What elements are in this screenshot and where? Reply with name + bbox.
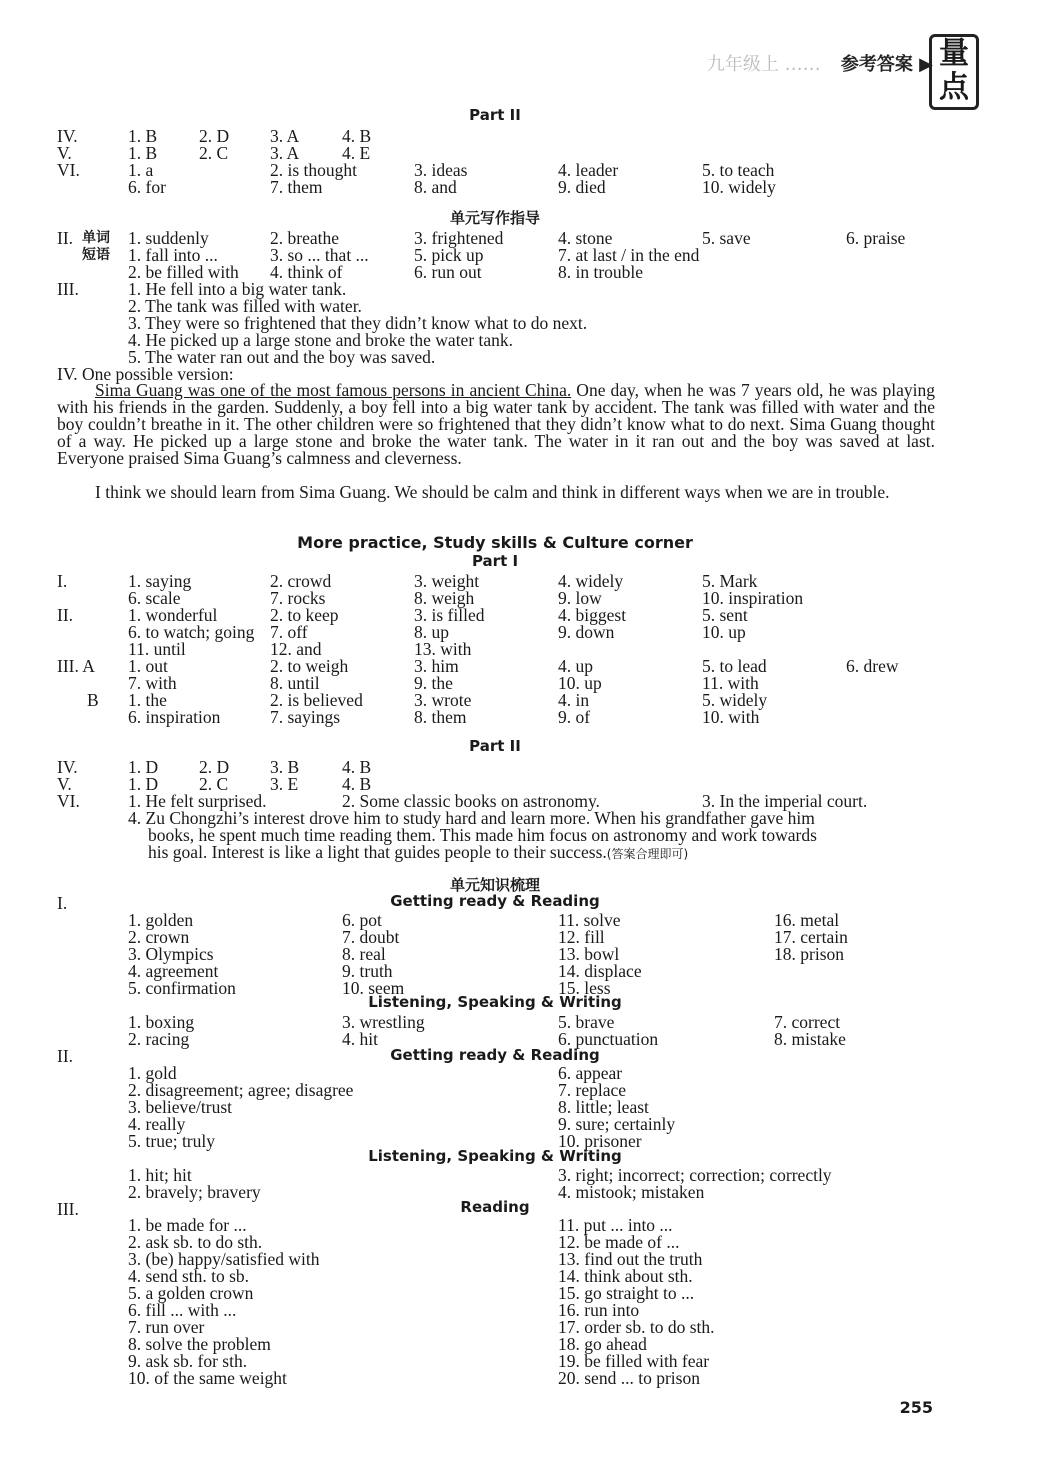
section-label-iv-version: IV. One possible version: [57, 364, 234, 384]
section-label-iv: IV. [57, 126, 78, 146]
answer-item: 2. D [199, 126, 230, 146]
answer-item: 8. in trouble [558, 262, 644, 282]
answer-item: 11. until [128, 639, 186, 659]
sublabel-words: 单词 [82, 230, 110, 246]
answer-item: 1. D [128, 757, 159, 777]
answer-item: 4. in [558, 690, 590, 710]
answer-item: 2. C [199, 143, 229, 163]
answer-item: 7. correct [774, 1012, 841, 1032]
answer-item: 15. less [558, 978, 611, 998]
answer-item: 17. order sb. to do sth. [558, 1317, 715, 1337]
answer-item: 9. low [558, 588, 602, 608]
header-faint-text: 九年级上 …… [706, 54, 821, 75]
answer-item: 6. to watch; going [128, 622, 255, 642]
answer-item: 16. metal [774, 910, 840, 930]
answer-sentence: books, he spent much time reading them. This made him focus on astronomy and work towards [148, 825, 817, 845]
answer-item: 3. is filled [414, 605, 485, 625]
answer-item: 2. breathe [270, 228, 339, 248]
header-title: 参考答案 [840, 54, 913, 75]
heading-part-ii: Part II [469, 737, 521, 755]
answer-item: 2. be filled with [128, 262, 239, 282]
answer-item: 8. and [414, 177, 457, 197]
section-label-iii: III. [57, 1199, 79, 1219]
answer-item: 1. a [128, 160, 154, 180]
answer-item: 6. punctuation [558, 1029, 659, 1049]
answer-item: 10. with [702, 707, 760, 727]
answer-item: 7. doubt [342, 927, 400, 947]
answer-item: 3. him [414, 656, 459, 676]
answer-item: 4. B [342, 126, 372, 146]
answer-item: 1. boxing [128, 1012, 195, 1032]
answer-item: 3. A [270, 126, 300, 146]
answer-item: 5. brave [558, 1012, 615, 1032]
answer-item: 10. inspiration [702, 588, 804, 608]
answer-item: 4. agreement [128, 961, 219, 981]
section-label-i: I. [57, 571, 68, 591]
answer-sentence [148, 843, 688, 863]
answer-item: 10. widely [702, 177, 776, 197]
answer-item: 13. with [414, 639, 472, 659]
answer-item: 6. run out [414, 262, 482, 282]
answer-item: 9. died [558, 177, 606, 197]
answer-item: 5. to teach [702, 160, 775, 180]
answer-item: 16. run into [558, 1300, 640, 1320]
answer-item: 3. right; incorrect; correction; correctly [558, 1165, 832, 1185]
essay-topic-sentence: Sima Guang was one of the most famous persons in ancient China. [95, 380, 572, 400]
section-label-v: V. [57, 143, 72, 163]
answer-sentence: 2. The tank was filled with water. [128, 296, 362, 316]
subheading-listening: Listening, Speaking & Writing [368, 993, 622, 1011]
answer-item: 11. put ... into ... [558, 1215, 673, 1235]
answer-item: 2. bravely; bravery [128, 1182, 261, 1202]
answer-item: 3. ideas [414, 160, 468, 180]
answer-item: 3. Olympics [128, 944, 214, 964]
answer-item: 4. E [342, 143, 371, 163]
answer-item: 1. B [128, 126, 158, 146]
answer-item: 6. for [128, 177, 166, 197]
answer-item: 9. the [414, 673, 453, 693]
answer-item: 2. disagreement; agree; disagree [128, 1080, 354, 1100]
subheading-getting-ready: Getting ready & Reading [390, 892, 600, 910]
answer-item: 6. pot [342, 910, 382, 930]
answer-item: 1. be made for ... [128, 1215, 247, 1235]
heading-writing-guide: 单元写作指导 [449, 209, 540, 227]
heading-more-practice: More practice, Study skills & Culture corner [297, 533, 693, 552]
answer-item: 1. suddenly [128, 228, 209, 248]
section-label-v: V. [57, 774, 72, 794]
answer-item: 1. fall into ... [128, 245, 218, 265]
answer-item: 9. ask sb. for sth. [128, 1351, 248, 1371]
answer-item: 7. sayings [270, 707, 340, 727]
answer-item: 12. and [270, 639, 322, 659]
answer-note: (答案合理即可) [606, 847, 689, 861]
heading-part-i: Part I [471, 552, 519, 570]
answer-item: 6. inspiration [128, 707, 221, 727]
answer-sentence: 3. They were so frightened that they didn’t know what to do next. [128, 313, 588, 333]
answer-item: 7. with [128, 673, 177, 693]
answer-item: 5. to lead [702, 656, 767, 676]
answer-sentence: 4. He picked up a large stone and broke the water tank. [128, 330, 514, 350]
answer-item: 8. little; least [558, 1097, 649, 1117]
answer-item: 2. to keep [270, 605, 339, 625]
answer-item: 4. hit [342, 1029, 378, 1049]
answer-item: 1. B [128, 143, 158, 163]
answer-item: 8. real [342, 944, 386, 964]
answer-item: 4. widely [558, 571, 624, 591]
answer-sentence-text: his goal. Interest is like a light that guides people to their success. [148, 842, 607, 862]
answer-item: 14. think about sth. [558, 1266, 693, 1286]
answer-sentence: 3. In the imperial court. [702, 791, 868, 811]
essay-paragraph-1-body: One day, when he was 7 years old, he was playing with his friends in the garden. Suddenly, a boy fell into a big water tank by accident. The tank was filled with water and the boy couldn’t breathe in it. The other children were so frightened that they didn’t know what to do next. Sima Guang thought of a way. He picked up a large stone and broke the water tank. The water in it ran out and the boy was saved at last. Everyone praised Sima Guang’s calmness and cleverness. [57, 380, 935, 468]
answer-item: 7. run over [128, 1317, 205, 1337]
answer-item: 5. confirmation [128, 978, 236, 998]
answer-item: 1. hit; hit [128, 1165, 192, 1185]
answer-item: 1. D [128, 774, 159, 794]
answer-item: 8. them [414, 707, 467, 727]
answer-item: 8. solve the problem [128, 1334, 271, 1354]
answer-item: 7. them [270, 177, 323, 197]
answer-item: 2. D [199, 757, 230, 777]
page-number: 255 [899, 1398, 933, 1417]
answer-item: 6. praise [846, 228, 906, 248]
answer-item: 8. up [414, 622, 449, 642]
answer-item: 3. (be) happy/satisfied with [128, 1249, 320, 1269]
answer-item: 8. until [270, 673, 320, 693]
subheading-reading: Reading [460, 1198, 530, 1216]
answer-sentence: 5. The water ran out and the boy was saved. [128, 347, 436, 367]
answer-item: 9. of [558, 707, 591, 727]
answer-item: 10. of the same weight [128, 1368, 287, 1388]
answer-item: 5. pick up [414, 245, 484, 265]
answer-item: 6. fill ... with ... [128, 1300, 237, 1320]
answer-item: 5. Mark [702, 571, 758, 591]
answer-item: 1. the [128, 690, 167, 710]
answer-item: 4. biggest [558, 605, 627, 625]
answer-item: 5. sent [702, 605, 748, 625]
answer-item: 9. down [558, 622, 615, 642]
answer-item: 6. scale [128, 588, 181, 608]
running-header: 九年级上 …… 参考答案 ▶ [706, 54, 933, 75]
answer-item: 14. displace [558, 961, 642, 981]
answer-item: 4. mistook; mistaken [558, 1182, 705, 1202]
section-label-iii-a: III. A [57, 656, 95, 676]
sublabel-phrases: 短语 [82, 247, 110, 263]
answer-item: 3. E [270, 774, 299, 794]
brand-logo: 量点 [929, 34, 979, 110]
section-label-ii: II. [57, 605, 74, 625]
subheading-listening: Listening, Speaking & Writing [368, 1147, 622, 1165]
answer-sentence: 4. Zu Chongzhi’s interest drove him to study hard and learn more. When his grandfather gave him [128, 808, 815, 828]
answer-item: 11. with [702, 673, 759, 693]
answer-item: 2. ask sb. to do sth. [128, 1232, 263, 1252]
section-label-vi: VI. [57, 791, 80, 811]
answer-item: 2. to weigh [270, 656, 349, 676]
answer-item: 1. out [128, 656, 168, 676]
answer-item: 7. rocks [270, 588, 326, 608]
heading-unit-summary: 单元知识梳理 [449, 876, 540, 894]
answer-item: 2. C [199, 774, 229, 794]
answer-item: 3. frightened [414, 228, 504, 248]
answer-item: 19. be filled with fear [558, 1351, 710, 1371]
answer-item: 10. up [558, 673, 602, 693]
answer-item: 10. up [702, 622, 746, 642]
answer-item: 9. sure; certainly [558, 1114, 676, 1134]
answer-item: 2. racing [128, 1029, 190, 1049]
subheading-getting-ready: Getting ready & Reading [390, 1046, 600, 1064]
answer-item: 10. seem [342, 978, 405, 998]
answer-item: 11. solve [558, 910, 621, 930]
section-label-iii-b: B [87, 690, 99, 710]
answer-item: 13. bowl [558, 944, 620, 964]
answer-item: 7. off [270, 622, 308, 642]
answer-item: 1. saying [128, 571, 192, 591]
answer-item: 15. go straight to ... [558, 1283, 695, 1303]
answer-sentence: 1. He fell into a big water tank. [128, 279, 347, 299]
answer-sentence: 2. Some classic books on astronomy. [342, 791, 600, 811]
answer-item: 12. fill [558, 927, 605, 947]
answer-item: 3. B [270, 757, 300, 777]
answer-item: 4. stone [558, 228, 613, 248]
answer-sentence: 1. He felt surprised. [128, 791, 267, 811]
answer-item: 5. save [702, 228, 751, 248]
answer-item: 6. appear [558, 1063, 623, 1083]
answer-item: 2. crown [128, 927, 190, 947]
essay-paragraph-1 [57, 382, 935, 467]
section-label-i: I. [57, 893, 68, 913]
answer-item: 20. send ... to prison [558, 1368, 700, 1388]
answer-item: 2. crowd [270, 571, 332, 591]
answer-item: 18. prison [774, 944, 844, 964]
answer-item: 13. find out the truth [558, 1249, 703, 1269]
section-label-ii: II. [57, 228, 74, 248]
answer-item: 3. believe/trust [128, 1097, 233, 1117]
section-label-ii: II. [57, 1046, 74, 1066]
answer-item: 4. really [128, 1114, 186, 1134]
answer-item: 4. send sth. to sb. [128, 1266, 250, 1286]
answer-item: 7. at last / in the end [558, 245, 700, 265]
answer-item: 8. mistake [774, 1029, 846, 1049]
answer-item: 4. B [342, 774, 372, 794]
answer-item: 2. is believed [270, 690, 363, 710]
answer-item: 17. certain [774, 927, 848, 947]
answer-item: 3. wrote [414, 690, 472, 710]
answer-item: 7. replace [558, 1080, 627, 1100]
answer-item: 18. go ahead [558, 1334, 647, 1354]
section-label-vi: VI. [57, 160, 80, 180]
answer-item: 12. be made of ... [558, 1232, 680, 1252]
answer-item: 3. wrestling [342, 1012, 425, 1032]
answer-item: 5. a golden crown [128, 1283, 254, 1303]
answer-item: 10. prisoner [558, 1131, 642, 1151]
answer-item: 8. weigh [414, 588, 475, 608]
answer-item: 9. truth [342, 961, 393, 981]
answer-item: 1. wonderful [128, 605, 218, 625]
answer-item: 2. is thought [270, 160, 358, 180]
answer-item: 4. leader [558, 160, 619, 180]
answer-item: 3. weight [414, 571, 480, 591]
answer-item: 1. gold [128, 1063, 177, 1083]
answer-item: 3. so ... that ... [270, 245, 369, 265]
answer-item: 5. true; truly [128, 1131, 215, 1151]
answer-item: 4. B [342, 757, 372, 777]
answer-item: 6. drew [846, 656, 899, 676]
essay-paragraph-2: I think we should learn from Sima Guang. We should be calm and think in different ways when we are in trouble. [95, 482, 890, 502]
answer-item: 5. widely [702, 690, 768, 710]
section-label-iv: IV. [57, 757, 78, 777]
heading-part-ii-top: Part II [469, 106, 521, 124]
answer-item: 4. think of [270, 262, 343, 282]
answer-item: 3. A [270, 143, 300, 163]
answer-item: 1. golden [128, 910, 194, 930]
section-label-iii: III. [57, 279, 79, 299]
answer-item: 4. up [558, 656, 593, 676]
